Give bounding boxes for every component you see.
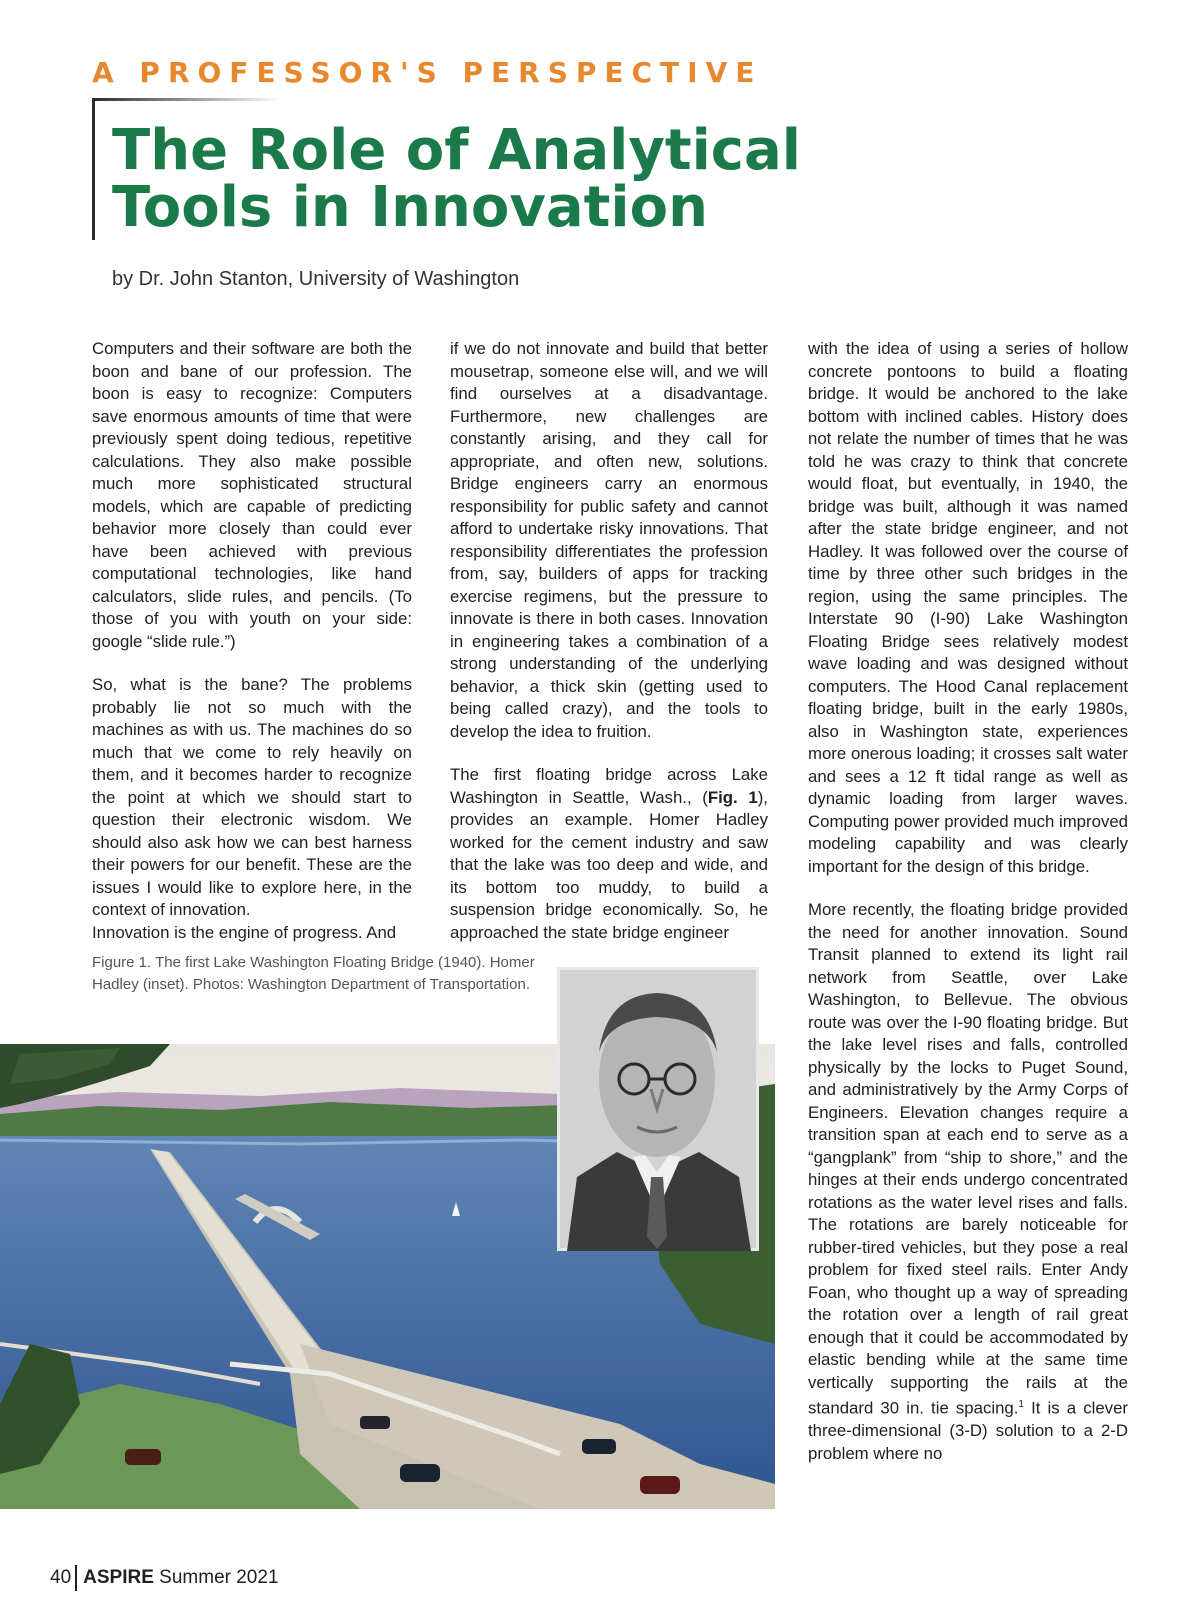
paragraph: with the idea of using a series of hollow concrete pontoons to build a floating bridge. It would be anchored to the lake bottom with inclined cables. History does not relate the number of times that he was told he was crazy to think that concrete would float, but eventually, in 1940, the bridge was built, although it was named after the state bridge engineer, and not Hadley. It was followed over the course of time by three other such bridges in the region, using the same principles. The Interstate 90 (I-90) Lake Washington Floating Bridge sees relatively modest wave loading and was designed without computers. The Hood Canal replacement floating bridge, built in the early 1980s, also in Washington state, experiences more onerous loading; it crosses salt water and sees a 12 ft tidal range as well as dynamic loading from larger waves. Computing power provided much improved modeling capability and was clearly important for the design of this bridge. [808, 339, 1128, 876]
text-run: More recently, the floating bridge provided the need for another innovation. Sound Transit planned to extend its light rail network from Seattle, over Lake Washington, to Bellevue. The obvious route was over the I-90 floating bridge. But the lake level rises and falls, controlled physically by the locks to Puget Sound, and administratively by the Army Corps of Engineers. Elevation changes require a transition span at each end to serve as a “gangplank” from “ship to shore,” and the hinges at their ends undergo concentrated rotations as the water level rises and falls. The rotations are barely noticeable for rubber-tired vehicles, but they pose a real problem for fixed steel rails. Enter Andy Foan, who thought up a way of spreading the rotation over a length of rail great enough that it could be accommodated by elastic bending while at the same time vertically supporting the rails at the standard 30 in. tie spacing. [808, 900, 1128, 1418]
portrait-photo [557, 967, 759, 1251]
figure-caption: Figure 1. The first Lake Washington Floating Bridge (1940). Homer Hadley (inset). Photos: Washington Department of Transportation. [92, 954, 535, 993]
figure-reference: Fig. 1 [707, 787, 758, 807]
byline: by Dr. John Stanton, University of Washington [112, 268, 520, 290]
paragraph: Computers and their software are both the boon and bane of our profession. The boon is easy to recognize: Computers save enormous amounts of time that were previously spent doing tedious, repetitive calculations. They also make possible much more sophisticated structural models, which are capable of predicting behavior more closely than could ever have been achieved with previous computational technologies, like hand calculators, slide rules, and pencils. (To those of you with youth on your side: google “slide rule.”) [92, 339, 412, 651]
magazine-name: ASPIRE [83, 1567, 154, 1589]
issue-label: Summer 2021 [159, 1567, 279, 1589]
footer-divider [75, 1565, 77, 1591]
page-number: 40 [50, 1567, 72, 1589]
page-footer [50, 1565, 279, 1591]
paragraph: if we do not innovate and build that better mousetrap, someone else will, and we will find ourselves at a disadvantage. Furthermore, new challenges are constantly arising, and they call for appropriate, and often new, solutions. Bridge engineers carry an enormous responsibility for public safety and cannot afford to undertake risky innovations. That responsibility differentiates the profession from, say, builders of apps for tracking exercise regimens, but the pressure to innovate is there in both cases. Innovation in engineering takes a combination of a strong understanding of the underlying behavior, a thick skin (getting used to being called crazy), and the tools to develop the idea to fruition. [450, 339, 768, 741]
text-run: It is a clever three-dimensional (3-D) solution to a 2-D problem where no [808, 1398, 1128, 1463]
paragraph [808, 899, 1128, 1465]
title-line-1: The Role of Analytical [112, 118, 801, 183]
paragraph: So, what is the bane? The problems probably lie not so much with the machines as with us. The machines do so much that we come to rely heavily on them, and it becomes harder to recognize the point at which we should start to question their electronic wisdom. We should also ask how we can best harness their powers for our benefit. These are the issues I would like to explore here, in the context of innovation. [92, 675, 412, 919]
paragraph [450, 764, 768, 944]
text-column-3 [808, 338, 1128, 1465]
paragraph: Innovation is the engine of progress. And [92, 922, 397, 942]
text-run: The first floating bridge across Lake Washington in Seattle, Wash., ( [450, 765, 768, 807]
title-rule-vertical [92, 98, 95, 240]
footnote-marker: 1 [1018, 1399, 1024, 1410]
article-title [112, 118, 801, 240]
text-column-1 [92, 338, 412, 944]
text-column-2 [450, 338, 768, 944]
section-kicker: A PROFESSOR'S PERSPECTIVE [92, 56, 763, 89]
inset-portrait [557, 967, 759, 1251]
text-run: ), provides an example. Homer Hadley worked for the cement industry and saw that the lake was too deep and wide, and its bottom too muddy, to build a suspension bridge economically. So, he approached the state bridge engineer [450, 787, 768, 942]
title-line-2: Tools in Innovation [112, 175, 708, 240]
title-rule-horizontal [92, 98, 282, 101]
